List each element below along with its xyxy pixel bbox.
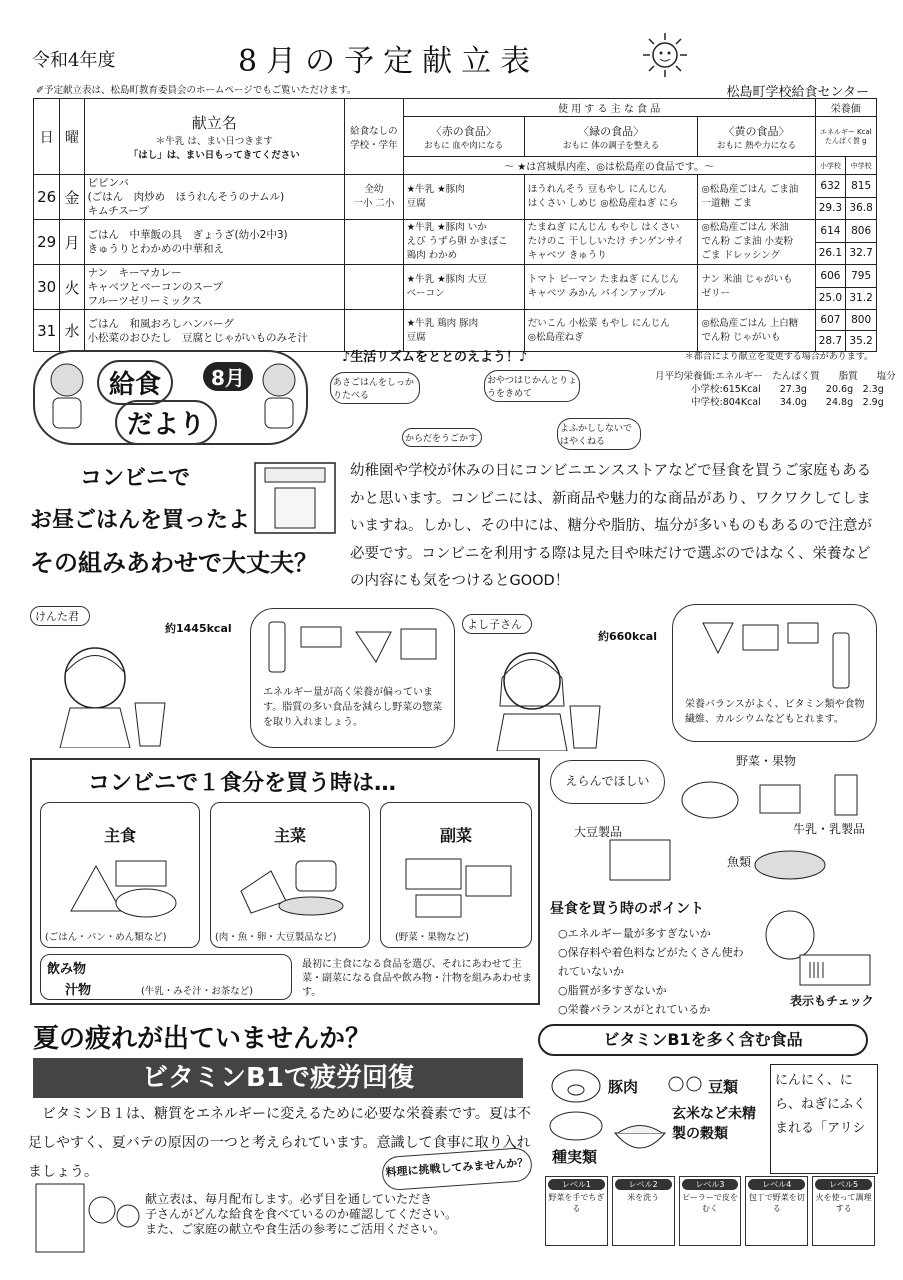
shushoku-sub: (ごはん・パン・めん類など) xyxy=(45,932,167,943)
child-boy-illustration xyxy=(253,358,305,438)
kyushoku-title: 給食 xyxy=(97,360,173,405)
col-no-meal: 給食なしの学校・学年 xyxy=(345,99,404,175)
combine-advice: 最初に主食になる食品を選び、それにあわせて主菜・副菜になる食品や飲み物・汁物を組みあわせます。 xyxy=(302,959,532,998)
konbini-title-3: その組みあわせで大丈夫？ xyxy=(30,549,318,577)
choose-bubble: えらんでほしい xyxy=(550,760,665,804)
menu-day: 31 xyxy=(34,310,60,352)
b1-foods-title: ビタミンB1を多く含む食品 xyxy=(538,1024,868,1056)
family-reading-illustration xyxy=(32,1180,147,1255)
rice-bread-noodle-illustration xyxy=(61,851,181,921)
change-footnote: ＊都合により献立を変更する場合があります。 xyxy=(684,352,873,362)
shusai-box xyxy=(210,802,370,948)
elem-school-header: 小学校 xyxy=(815,157,846,175)
energy-elem: 606 xyxy=(815,265,846,288)
yellow-foods-label: 〈黄の食品〉 xyxy=(723,124,790,138)
shusai-label: 主菜 xyxy=(273,826,306,845)
menu-day: 26 xyxy=(34,175,60,220)
konbini-body: 幼稚園や学校が休みの日にコンビニエンスストアなどで昼食を買うご家庭もあるかと思います。コンビニには、新商品や魅力的な商品があり、ワクワクしてしまいますね。しかし、その中には、糖分や脂肪、塩分が多いものもあるので注意が必要です。コンビニを利用する際は見た目や味だけで選ぶのではなく、栄養などの内容にも気をつけるとGOOD！ xyxy=(350,463,872,589)
points-title: 昼食を買う時のポイント xyxy=(550,901,704,917)
konbini-title-2: お昼ごはんを買ったよ xyxy=(30,508,251,533)
level-4: レベル4 包丁で野菜を切る xyxy=(745,1176,808,1246)
point-1: ○エネルギー量が多すぎないか xyxy=(558,927,711,940)
fukusai-sub: (野菜・果物など) xyxy=(395,932,469,943)
rhythm-breakfast: あさごはんをしっかりたべる xyxy=(330,372,420,404)
grain-label: 玄米など未精製の穀類 xyxy=(672,1106,756,1142)
shopping-bag-icon xyxy=(570,706,600,748)
fish-label: 魚類 xyxy=(727,855,752,869)
protein-middle: 31.2 xyxy=(846,287,877,310)
yoshiko-kcal: 約660kcal xyxy=(598,630,657,643)
fukusai-label: 副菜 xyxy=(439,826,472,845)
yoshiko-bubble xyxy=(672,604,877,742)
website-note: ✐予定献立表は、松島町教育委員会のホームページでもご覧いただけます。 xyxy=(36,85,357,96)
food-groups-illustration xyxy=(590,770,880,900)
green-foods: ほうれんそう 豆もやし にんじん はくさい しめじ ◎松島産ねぎ にら xyxy=(524,175,698,220)
green-foods: トマト ピーマン たまねぎ にんじん キャベツ みかん パインアップル xyxy=(524,265,698,310)
yoshiko-girl-illustration xyxy=(472,636,612,751)
yellow-foods: ◎松島産ごはん ごま油 一道糖 ごま xyxy=(698,175,815,220)
page-title: 8月の予定献立表 xyxy=(238,44,540,79)
shushoku-box xyxy=(40,802,200,948)
dayori-title: だより xyxy=(115,400,217,445)
rhythm-title: ♪生活リズムをととのえよう！♪ xyxy=(342,350,528,365)
fukusai-box xyxy=(380,802,532,948)
soup-label: 汁物 xyxy=(65,983,92,998)
yoshiko-foods-illustration xyxy=(683,613,868,693)
protein-middle: 36.8 xyxy=(846,197,877,220)
avg-elem: 小学校:615Kcal 27.3g 20.6g 2.3g xyxy=(691,384,884,395)
points-list xyxy=(558,924,748,1019)
middle-school-header: 中学校 xyxy=(846,157,877,175)
yellow-foods: ナン 米油 じゃがいも ゼリー xyxy=(698,265,815,310)
point-2: ○保存料や着色料などがたくさん使われていないか xyxy=(558,946,744,978)
energy-elem: 607 xyxy=(815,310,846,331)
red-foods: ★牛乳 ★豚肉 いか えび うずら卵 かまぼこ 鶏肉 わかめ xyxy=(403,220,524,265)
nutrition-units xyxy=(815,117,876,157)
newsletter-banner xyxy=(33,350,308,445)
col-day: 日 xyxy=(34,99,60,175)
meat-fish-egg-illustration xyxy=(231,851,351,921)
cooking-levels xyxy=(545,1176,875,1246)
yoshiko-comment: 栄養バランスがよく、ビタミン類や食物繊維、カルシウムなどもとれます。 xyxy=(685,699,865,725)
drink-soup-box xyxy=(40,954,292,1000)
menu-name: ビビンバ (ごはん 肉炒め ほうれんそうのナムル) キムチスープ xyxy=(84,175,345,220)
menu-day: 29 xyxy=(34,220,60,265)
menu-table xyxy=(33,98,877,352)
rhythm-sleep: よふかししないではやくねる xyxy=(557,418,641,450)
protein-elem: 28.7 xyxy=(815,331,846,352)
convenience-store-illustration xyxy=(250,458,340,538)
protein-elem: 26.1 xyxy=(815,242,846,265)
cooking-challenge-bubble: 料理に挑戦してみませんか？ xyxy=(381,1147,533,1191)
konbini-title-1: コンビニで xyxy=(80,466,191,491)
milk-note: ＊牛乳 は、まい日つきます xyxy=(155,136,273,147)
kenta-kcal: 約1445kcal xyxy=(165,622,232,635)
soy-label: 大豆製品 xyxy=(574,825,623,839)
energy-elem: 632 xyxy=(815,175,846,198)
red-foods-label: 〈赤の食品〉 xyxy=(430,124,497,138)
foods-title: 使 用 す る 主 な 食 品 xyxy=(403,99,815,117)
kenta-foods-illustration xyxy=(261,617,446,682)
hashi-note: 「はし」は、まい日もってきてください xyxy=(128,150,300,161)
summer-fatigue-title: 夏の疲れが出ていませんか？ xyxy=(33,1024,372,1054)
shushoku-label: 主食 xyxy=(103,826,136,845)
yoshiko-name: よし子さん xyxy=(462,614,532,634)
seeds-label: 種実類 xyxy=(552,1148,598,1166)
pig-icon xyxy=(546,1064,606,1104)
menu-weekday: 水 xyxy=(60,310,84,352)
menu-name-header: 献立名 xyxy=(191,114,237,132)
shopping-bag-icon xyxy=(135,703,165,746)
menu-name: ごはん 中華飯の具 ぎょうざ(幼小2中3) きゅうりとわかめの中華和え xyxy=(84,220,345,265)
vegetable-salad-illustration xyxy=(401,851,516,921)
vitamin-b1-text: ビタミンＢ１は、糖質をエネルギーに変えるために必要な栄養素です。夏は不足しやすく、夏バテの原因の一つと考えられています。意識して食事に取り入れましょう。 xyxy=(28,1106,531,1180)
monthly-average xyxy=(655,370,896,409)
red-foods: ★牛乳 鶏肉 豚肉 豆腐 xyxy=(403,310,524,352)
green-foods: たまねぎ にんじん もやし はくさい たけのこ 干ししいたけ チンゲンサイ キャベツ きゅうり xyxy=(524,220,698,265)
red-foods: ★牛乳 ★豚肉 豆腐 xyxy=(403,175,524,220)
drink-label: 飲み物 xyxy=(47,962,87,977)
menu-name: ごはん 和風おろしハンバーグ 小松菜のおひたし 豆腐とじゃがいものみそ汁 xyxy=(84,310,345,352)
avg-middle: 中学校:804Kcal 34.0g 24.8g 2.9g xyxy=(691,397,884,408)
menu-row xyxy=(34,265,877,288)
col-green xyxy=(524,117,698,157)
level-2: レベル2 米を洗う xyxy=(612,1176,675,1246)
buy-title: コンビニで１食分を買う時は… xyxy=(88,771,397,796)
energy-unit: エネルギー Kcal xyxy=(819,127,872,136)
no-meal: 全幼 一小 二小 xyxy=(345,175,404,220)
life-rhythm-panel xyxy=(302,346,642,451)
energy-middle: 795 xyxy=(846,265,877,288)
buy-one-meal-section xyxy=(30,758,540,1005)
month-badge: 8月 xyxy=(203,362,253,391)
point-4: ○栄養バランスがとれているか xyxy=(558,1003,711,1016)
protein-elem: 29.3 xyxy=(815,197,846,220)
energy-middle: 806 xyxy=(846,220,877,243)
check-label: 表示もチェック xyxy=(790,994,874,1008)
menu-weekday: 火 xyxy=(60,265,84,310)
menu-row xyxy=(34,220,877,243)
kenta-bubble xyxy=(250,608,455,748)
protein-middle: 35.2 xyxy=(846,331,877,352)
distribution-note: 献立表は、毎月配布します。必ず目を通していただき 子さんがどんな給食を食べているのか確認してください。 また、ご家庭の献立や食生活の参考にご活用ください。 xyxy=(145,1192,458,1236)
center-name: 松島町学校給食センター xyxy=(726,85,869,100)
yellow-foods: ◎松島産ごはん 上白糖 でん粉 じゃがいも xyxy=(698,310,815,352)
menu-name: ナン キーマカレー キャベツとベーコンのスープ フルーツゼリーミックス xyxy=(84,265,345,310)
pork-label: 豚肉 xyxy=(608,1078,639,1096)
beans-icon xyxy=(666,1072,706,1096)
yellow-foods: ◎松島産ごはん 米油 でん粉 ごま油 小麦粉 ごま ドレッシング xyxy=(698,220,815,265)
level-5: レベル5 火を使って調理する xyxy=(812,1176,875,1246)
energy-middle: 815 xyxy=(846,175,877,198)
level-3: レベル3 ピーラーで皮をむく xyxy=(679,1176,742,1246)
green-foods: だいこん 小松菜 もやし にんじん ◎松島産ねぎ xyxy=(524,310,698,352)
child-girl-illustration xyxy=(41,358,93,438)
rhythm-exercise: からだをうごかす xyxy=(402,428,482,447)
level-1: レベル1 野菜を手でちぎる xyxy=(545,1176,608,1246)
col-red xyxy=(403,117,524,157)
col-weekday: 曜 xyxy=(60,99,84,175)
yellow-foods-sub: おもに 熱や力になる xyxy=(716,140,797,151)
shusai-sub: (肉・魚・卵・大豆製品など) xyxy=(215,932,337,943)
fiscal-year: 令和4年度 xyxy=(32,50,116,71)
drink-sub: (牛乳・みそ汁・お茶など) xyxy=(141,986,253,997)
no-meal xyxy=(345,265,404,310)
allicin-note: にんにく、にら、ねぎにふくまれる「アリシ xyxy=(770,1064,878,1174)
avg-label: 月平均栄養価:エネルギー たんぱく質 脂質 塩分 xyxy=(655,371,896,382)
b1-foods-panel xyxy=(538,1024,878,1174)
kenta-comment: エネルギー量が高く栄養が偏っています。脂質の多い食品を減らし野菜の惣菜を取り入れましょう。 xyxy=(263,687,443,728)
rice-bowl-icon xyxy=(610,1118,670,1158)
veg-fruit-label: 野菜・果物 xyxy=(736,754,797,768)
origin-note: ～ ★は宮城県内産、◎は松島産の食品です。～ xyxy=(403,157,815,175)
green-foods-sub: おもに 体の調子を整える xyxy=(563,140,660,151)
kenta-name: けんた君 xyxy=(30,606,90,626)
beans-label: 豆類 xyxy=(708,1078,739,1096)
col-yellow xyxy=(698,117,815,157)
sun-icon xyxy=(640,30,690,80)
nutrition-header: 栄養価 xyxy=(815,99,876,117)
energy-elem: 614 xyxy=(815,220,846,243)
menu-day: 30 xyxy=(34,265,60,310)
menu-weekday: 月 xyxy=(60,220,84,265)
milk-label: 牛乳・乳製品 xyxy=(793,822,866,836)
point-3: ○脂質が多すぎないか xyxy=(558,984,667,997)
red-foods-sub: おもに 血や肉になる xyxy=(424,140,504,151)
seeds-icon xyxy=(546,1108,606,1144)
menu-row xyxy=(34,310,877,331)
red-foods: ★牛乳 ★豚肉 大豆 ベーコン xyxy=(403,265,524,310)
protein-middle: 32.7 xyxy=(846,242,877,265)
vitamin-b1-banner: ビタミンB1で疲労回復 xyxy=(33,1058,523,1098)
kenta-boy-illustration xyxy=(40,628,170,748)
col-menu xyxy=(84,99,345,175)
rhythm-snack: おやつはじかんとりょうをきめて xyxy=(484,370,580,402)
green-foods-label: 〈緑の食品〉 xyxy=(578,124,645,138)
energy-middle: 800 xyxy=(846,310,877,331)
menu-row xyxy=(34,175,877,198)
protein-elem: 25.0 xyxy=(815,287,846,310)
menu-weekday: 金 xyxy=(60,175,84,220)
protein-unit: たんぱく質 g xyxy=(824,136,867,145)
no-meal xyxy=(345,220,404,265)
